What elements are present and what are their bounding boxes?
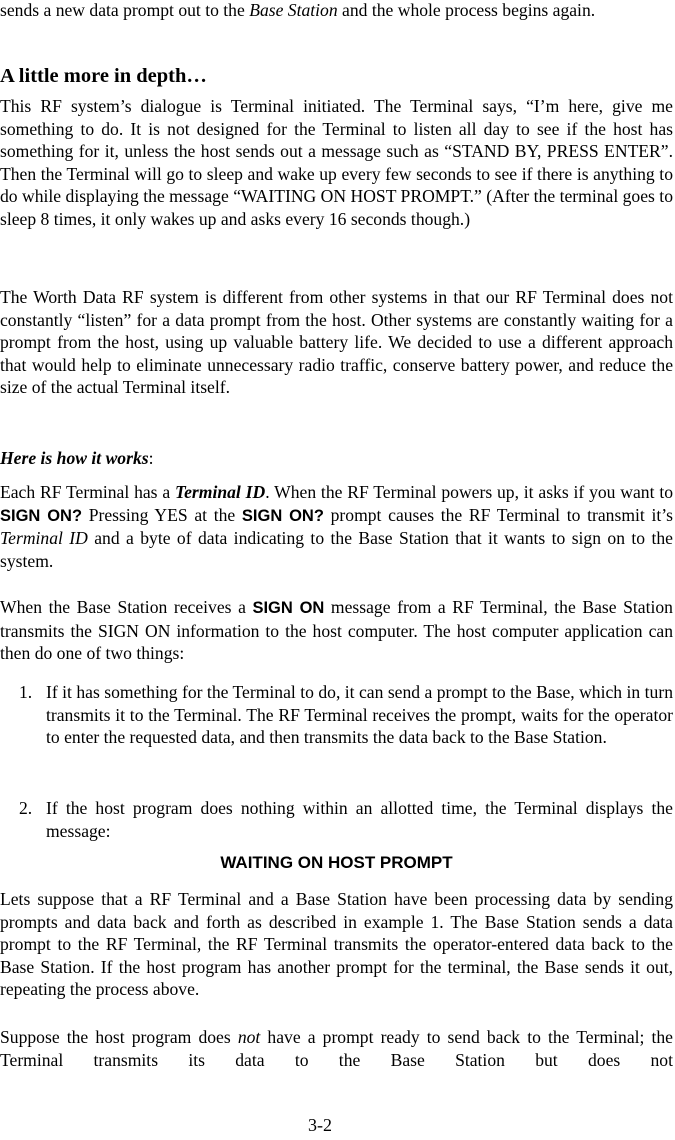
list-number: 2.	[19, 798, 33, 818]
page-number: 3-2	[308, 1115, 332, 1135]
waiting-prompt-message: WAITING ON HOST PROMPT	[220, 853, 453, 872]
paragraph-worth-data: The Worth Data RF system is different from other systems in that our RF Terminal does not constantly “listen” for a data prompt from the host. Other systems are constantly waiting for a prompt from the host, using up valuable battery life. We decided to use a different approach that would help to eliminate unnecessary radio traffic, conserve battery power, and reduce the size of the actual Terminal itself.	[0, 287, 673, 398]
paragraph-example: Lets suppose that a RF Terminal and a Base Station have been processing data by sending prompts and data back and forth as described in example 1. The Base Station sends a data prompt to the RF Terminal, the RF Terminal transmits the operator-entered data back to the Base Station. If the host program has another prompt for the terminal, the Base sends it out, repeating the process above.	[0, 889, 673, 1000]
paragraph-dialogue: This RF system’s dialogue is Terminal initiated. The Terminal says, “I’m here, give me something to do. It is not designed for the Terminal to listen all day to see if the host has something for it, unless the host sends out a message such as “STAND BY, PRESS ENTER”. Then the Terminal will go to sleep and wake up every few seconds to see if there is anything to do while displaying the message “WAITING ON HOST PROMPT.” (After the terminal goes to sleep 8 times, it only wakes up and asks every 16 seconds though.)	[0, 96, 673, 229]
list-number: 1.	[19, 682, 33, 702]
section-heading: A little more in depth…	[0, 65, 207, 87]
term-sign-on: SIGN ON	[252, 599, 325, 617]
paragraph-how-it-works: Here is how it works:	[0, 448, 154, 468]
term-terminal-id: Terminal ID	[174, 482, 266, 502]
paragraph-suppose: Suppose the host program does not have a prompt ready to send back to the Terminal; the Terminal transmits its data to the Base Station but does not	[0, 1027, 673, 1070]
term-base-station: Base Station	[249, 0, 338, 20]
paragraph-terminal-id: Each RF Terminal has a Terminal ID. When the RF Terminal powers up, it asks if you want to SIGN ON? Pressing YES at the SIGN ON? prompt causes the RF Terminal to transmit it’s Terminal ID and a byte of data indicating to the Base Station that it wants to sign on to the system.	[0, 482, 673, 571]
term-sign-on: SIGN ON?	[0, 506, 83, 525]
paragraph-continuation: sends a new data prompt out to the Base Station and the whole process begins again.	[0, 0, 596, 20]
list-text: If the host program does nothing within an allotted time, the Terminal displays the message:	[46, 798, 673, 841]
term-sign-on: SIGN ON?	[241, 506, 324, 525]
term-terminal-id: Terminal ID	[0, 528, 88, 549]
paragraph-base-station-receives: When the Base Station receives a SIGN ON message from a RF Terminal, the Base Station transmits the SIGN ON information to the host computer. The host computer application can then do one of two things:	[0, 597, 673, 664]
list-text: If it has something for the Terminal to do, it can send a prompt to the Base, which in turn transmits it to the Terminal. The RF Terminal receives the prompt, waits for the operator to enter the requested data, and then transmits the data back to the Base Station.	[46, 682, 673, 748]
